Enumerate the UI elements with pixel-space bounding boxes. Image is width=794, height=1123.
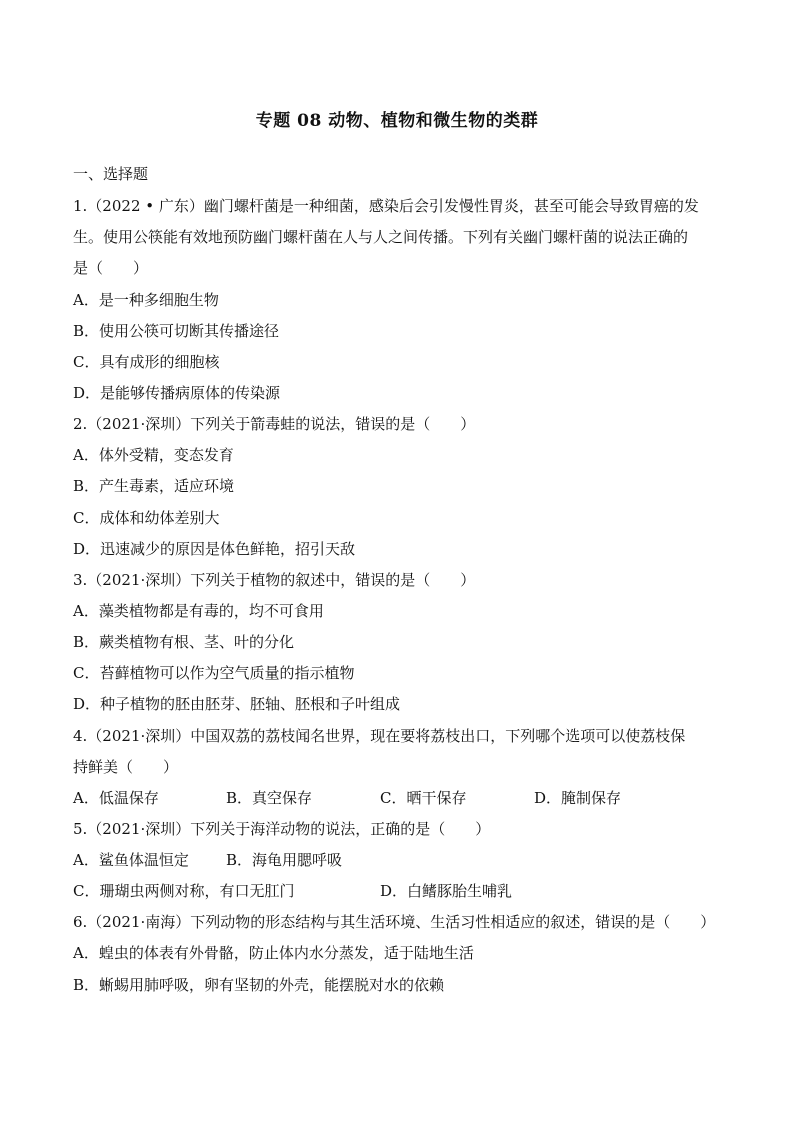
q3-stem: 3.（2021·深圳）下列关于植物的叙述中，错误的是（ ）	[73, 571, 476, 589]
q4-stem-line2: 持鲜美（ ）	[73, 758, 179, 776]
q3-option-d: D．种子植物的胚由胚芽、胚轴、胚根和子叶组成	[73, 695, 401, 713]
q5-option-b: B．海龟用腮呼吸	[226, 851, 343, 869]
q2-stem: 2.（2021·深圳）下列关于箭毒蛙的说法，错误的是（ ）	[73, 415, 476, 433]
q3-option-c: C．苔藓植物可以作为空气质量的指示植物	[73, 664, 355, 682]
q6-option-a: A．蝗虫的体表有外骨骼，防止体内水分蒸发，适于陆地生活	[73, 944, 474, 962]
q5-stem: 5.（2021·深圳）下列关于海洋动物的说法，正确的是（ ）	[73, 820, 491, 838]
q1-stem-line3: 是（ ）	[73, 259, 149, 277]
q4-option-c: C．晒干保存	[380, 789, 467, 807]
q5-option-c: C．珊瑚虫两侧对称，有口无肛门	[73, 882, 295, 900]
q6-option-b: B．蜥蜴用肺呼吸，卵有坚韧的外壳，能摆脱对水的依赖	[73, 976, 445, 994]
q4-option-a: A．低温保存	[73, 789, 159, 807]
q1-option-b: B．使用公筷可切断其传播途径	[73, 322, 280, 340]
q1-stem-line1: 1.（2022 • 广东）幽门螺杆菌是一种细菌，感染后会引发慢性胃炎，甚至可能会导致胃癌的发	[73, 197, 699, 215]
section-heading: 一、选择题	[73, 165, 149, 183]
q3-option-a: A．藻类植物都是有毒的，均不可食用	[73, 602, 324, 620]
q4-option-b: B．真空保存	[226, 789, 313, 807]
document-title: 专题 08 动物、植物和微生物的类群	[255, 111, 539, 131]
q3-option-b: B．蕨类植物有根、茎、叶的分化	[73, 633, 295, 651]
q1-stem-line2: 生。使用公筷能有效地预防幽门螺杆菌在人与人之间传播。下列有关幽门螺杆菌的说法正确的	[73, 228, 689, 246]
q2-option-a: A．体外受精，变态发育	[73, 446, 234, 464]
q2-option-d: D．迅速减少的原因是体色鲜艳，招引天敌	[73, 540, 356, 558]
q1-option-a: A．是一种多细胞生物	[73, 291, 219, 309]
q1-option-d: D．是能够传播病原体的传染源	[73, 384, 281, 402]
q6-stem: 6.（2021·南海）下列动物的形态结构与其生活环境、生活习性相适应的叙述，错误的是（ ）	[73, 913, 716, 931]
q2-option-b: B．产生毒素，适应环境	[73, 477, 235, 495]
q4-stem-line1: 4.（2021·深圳）中国双荔的荔枝闻名世界，现在要将荔枝出口，下列哪个选项可以使荔枝保	[73, 727, 686, 745]
q5-option-d: D．白鳍豚胎生哺乳	[380, 882, 513, 900]
q4-option-d: D．腌制保存	[534, 789, 622, 807]
q2-option-c: C．成体和幼体差别大	[73, 509, 220, 527]
q5-option-a: A．鲨鱼体温恒定	[73, 851, 189, 869]
q1-option-c: C．具有成形的细胞核	[73, 353, 220, 371]
